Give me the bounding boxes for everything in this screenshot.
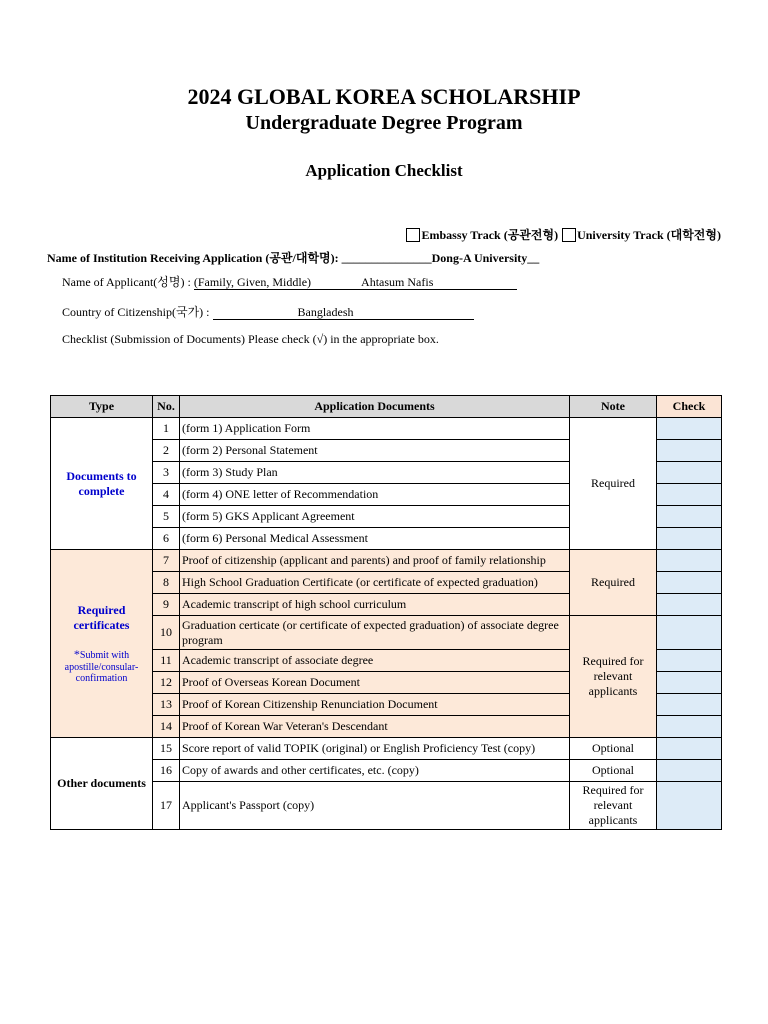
check-cell[interactable] <box>657 672 722 694</box>
row-number: 10 <box>153 616 180 650</box>
citizenship-value: Bangladesh <box>297 305 354 319</box>
checklist-table <box>50 395 722 830</box>
university-track-label: University Track (대학전형) <box>577 228 721 242</box>
check-cell[interactable] <box>657 462 722 484</box>
applicant-name-value: Ahtasum Nafis <box>361 275 434 289</box>
track-selector <box>406 226 721 243</box>
document-name: (form 1) Application Form <box>180 418 570 440</box>
institution-line <box>47 249 539 266</box>
document-name: (form 2) Personal Statement <box>180 440 570 462</box>
table-header-row <box>51 396 722 418</box>
row-number: 16 <box>153 760 180 782</box>
no-column-header: No. <box>153 396 180 418</box>
row-number: 12 <box>153 672 180 694</box>
note-optional: Optional <box>570 760 657 782</box>
document-name: (form 5) GKS Applicant Agreement <box>180 506 570 528</box>
apostille-note-head: Submit with <box>79 650 130 661</box>
document-name: (form 6) Personal Medical Assessment <box>180 528 570 550</box>
note-optional: Optional <box>570 738 657 760</box>
documents-column-header: Application Documents <box>180 396 570 418</box>
institution-value[interactable]: _______________Dong-A University__ <box>341 251 540 265</box>
check-cell[interactable] <box>657 616 722 650</box>
row-number: 3 <box>153 462 180 484</box>
check-cell[interactable] <box>657 738 722 760</box>
document-name: Proof of Korean War Veteran's Descendant <box>180 716 570 738</box>
applicant-line <box>62 273 517 290</box>
row-number: 4 <box>153 484 180 506</box>
table-row <box>51 738 722 760</box>
document-name: High School Graduation Certificate (or certificate of expected graduation) <box>180 572 570 594</box>
group-required-certificates <box>51 550 153 738</box>
institution-label: Name of Institution Receiving Application (공관/대학명): <box>47 251 342 265</box>
document-name: Proof of Korean Citizenship Renunciation Document <box>180 694 570 716</box>
check-cell[interactable] <box>657 782 722 830</box>
check-cell[interactable] <box>657 716 722 738</box>
document-name: Academic transcript of high school curriculum <box>180 594 570 616</box>
citizenship-field[interactable] <box>213 305 474 320</box>
checklist-heading: Application Checklist <box>305 161 463 180</box>
citizenship-label: Country of Citizenship(국가) : <box>62 305 213 319</box>
applicant-name-format: (Family, Given, Middle) <box>193 275 312 289</box>
row-number: 13 <box>153 694 180 716</box>
row-number: 6 <box>153 528 180 550</box>
row-number: 2 <box>153 440 180 462</box>
apostille-note-star: * <box>73 647 80 661</box>
row-number: 9 <box>153 594 180 616</box>
check-cell[interactable] <box>657 440 722 462</box>
note-required: Required <box>570 418 657 550</box>
group-documents-to-complete: Documents to complete <box>51 418 153 550</box>
document-name: Proof of Overseas Korean Document <box>180 672 570 694</box>
row-number: 15 <box>153 738 180 760</box>
document-name: Copy of awards and other certificates, etc. (copy) <box>180 760 570 782</box>
document-title: 2024 GLOBAL KOREA SCHOLARSHIP <box>187 84 581 109</box>
document-name: (form 3) Study Plan <box>180 462 570 484</box>
row-number: 17 <box>153 782 180 830</box>
applicant-label: Name of Applicant(성명) : <box>62 275 194 289</box>
check-cell[interactable] <box>657 418 722 440</box>
table-row <box>51 418 722 440</box>
embassy-track-checkbox[interactable] <box>406 228 420 242</box>
check-cell[interactable] <box>657 694 722 716</box>
group-other-documents: Other documents <box>51 738 153 830</box>
note-required: Required <box>570 550 657 616</box>
check-cell[interactable] <box>657 550 722 572</box>
note-required-relevant: Required for relevant applicants <box>570 782 657 830</box>
document-name: Graduation certicate (or certificate of expected graduation) of associate degree program <box>180 616 570 650</box>
row-number: 11 <box>153 650 180 672</box>
check-cell[interactable] <box>657 484 722 506</box>
row-number: 1 <box>153 418 180 440</box>
row-number: 8 <box>153 572 180 594</box>
apostille-note-body: apostille/consular-confirmation <box>64 662 139 684</box>
university-track-checkbox[interactable] <box>562 228 576 242</box>
row-number: 14 <box>153 716 180 738</box>
check-cell[interactable] <box>657 760 722 782</box>
check-cell[interactable] <box>657 572 722 594</box>
checklist-instruction: Checklist (Submission of Documents) Please check (√) in the appropriate box. <box>62 332 439 346</box>
required-certificates-label: Required certificates <box>73 603 130 632</box>
row-number: 7 <box>153 550 180 572</box>
note-required-relevant: Required for relevant applicants <box>570 616 657 738</box>
check-column-header: Check <box>657 396 722 418</box>
embassy-track-label: Embassy Track (공관전형) <box>421 228 559 242</box>
applicant-field[interactable] <box>194 275 517 290</box>
citizenship-line <box>62 303 474 320</box>
check-cell[interactable] <box>657 650 722 672</box>
apostille-note <box>53 647 150 684</box>
document-name: Academic transcript of associate degree <box>180 650 570 672</box>
document-name: (form 4) ONE letter of Recommendation <box>180 484 570 506</box>
row-number: 5 <box>153 506 180 528</box>
check-cell[interactable] <box>657 594 722 616</box>
document-subtitle: Undergraduate Degree Program <box>245 112 523 134</box>
note-column-header: Note <box>570 396 657 418</box>
check-cell[interactable] <box>657 506 722 528</box>
check-cell[interactable] <box>657 528 722 550</box>
document-name: Score report of valid TOPIK (original) or English Proficiency Test (copy) <box>180 738 570 760</box>
table-row <box>51 550 722 572</box>
document-name: Applicant's Passport (copy) <box>180 782 570 830</box>
type-column-header: Type <box>51 396 153 418</box>
document-name: Proof of citizenship (applicant and parents) and proof of family relationship <box>180 550 570 572</box>
